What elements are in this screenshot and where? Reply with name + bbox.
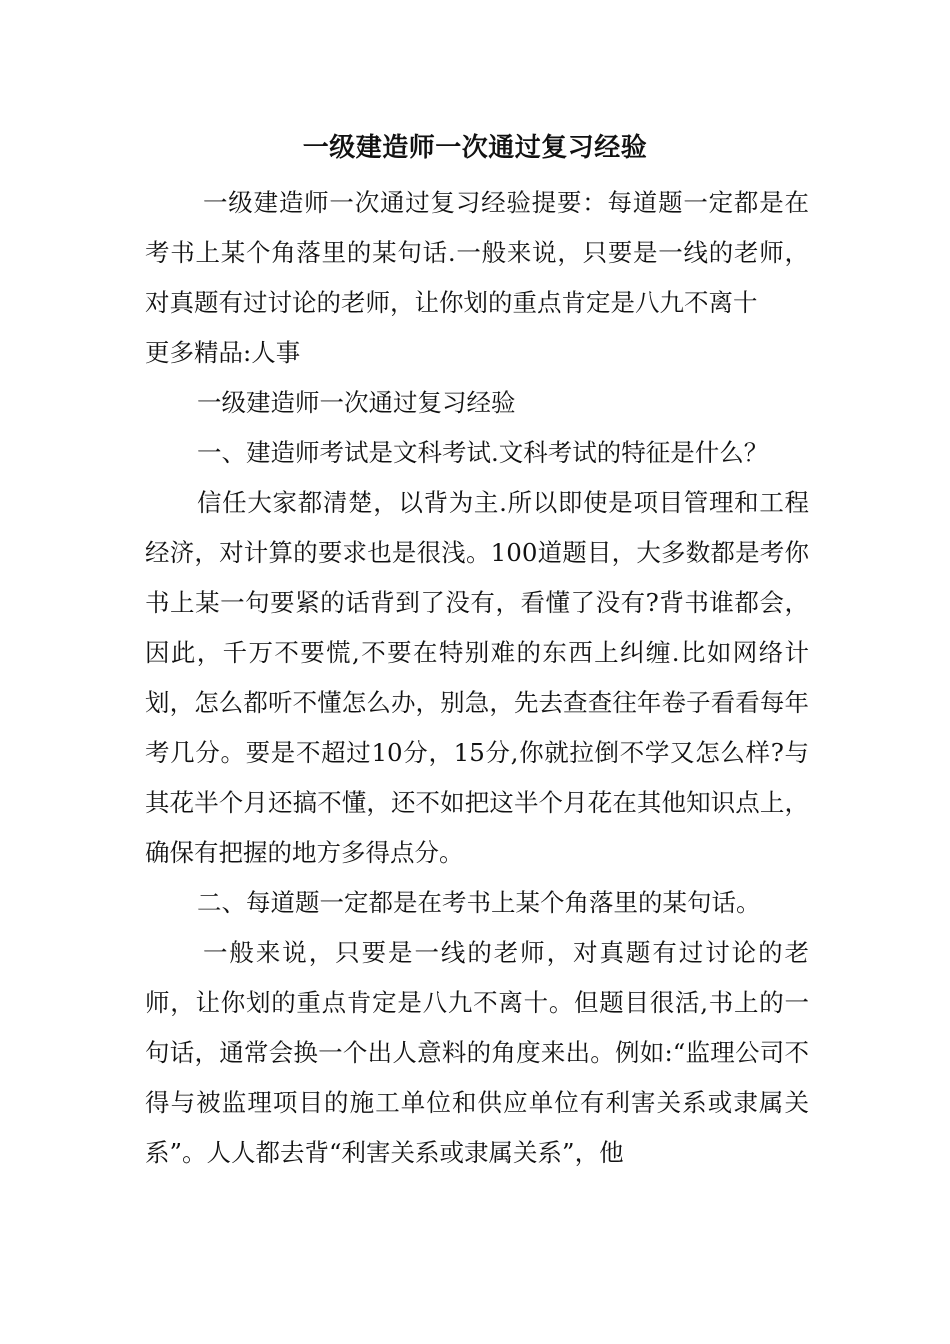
point-one-heading: 一、建造师考试是文科考试.文科考试的特征是什么？ <box>197 438 769 467</box>
more-content-link[interactable]: 更多精品:人事 <box>145 338 301 367</box>
document-title: 一级建造师一次通过复习经验 <box>302 133 648 163</box>
point-two-heading: 二、每道题一定都是在考书上某个角落里的某句话。 <box>197 888 761 917</box>
point-two-paragraph: 一般来说，只要是一线的老师，对真题有过讨论的老师，让你划的重点肯定是八九不离十。但题目很活,书上的一句话，通常会换一个出人意料的角度来出。例如:“监理公司不得与被监理项目的施工单位和供应单位有利害关系或隶属关系”。人人都去背“利害关系或隶属关系”，他 <box>145 938 809 1167</box>
point-one-paragraph: 信任大家都清楚，以背为主.所以即使是项目管理和工程经济，对计算的要求也是很浅。100道题目，大多数都是考你书上某一句要紧的话背到了没有，看懂了没有?背书谁都会，因此，千万不要慌,不要在特别难的东西上纠缠.比如网络计划，怎么都听不懂怎么办，别急，先去查查往年卷子看看每年考几分。要是不超过10分，15分,你就拉倒不学又怎么样?与其花半个月还搞不懂，还不如把这半个月花在其他知识点上，确保有把握的地方多得点分。 <box>145 488 809 867</box>
summary-paragraph: 一级建造师一次通过复习经验提要：每道题一定都是在考书上某个角落里的某句话.一般来说，只要是一线的老师，对真题有过讨论的老师，让你划的重点肯定是八九不离十 <box>145 188 809 317</box>
section-heading: 一级建造师一次通过复习经验 <box>197 388 516 417</box>
document-body <box>145 178 809 1178</box>
